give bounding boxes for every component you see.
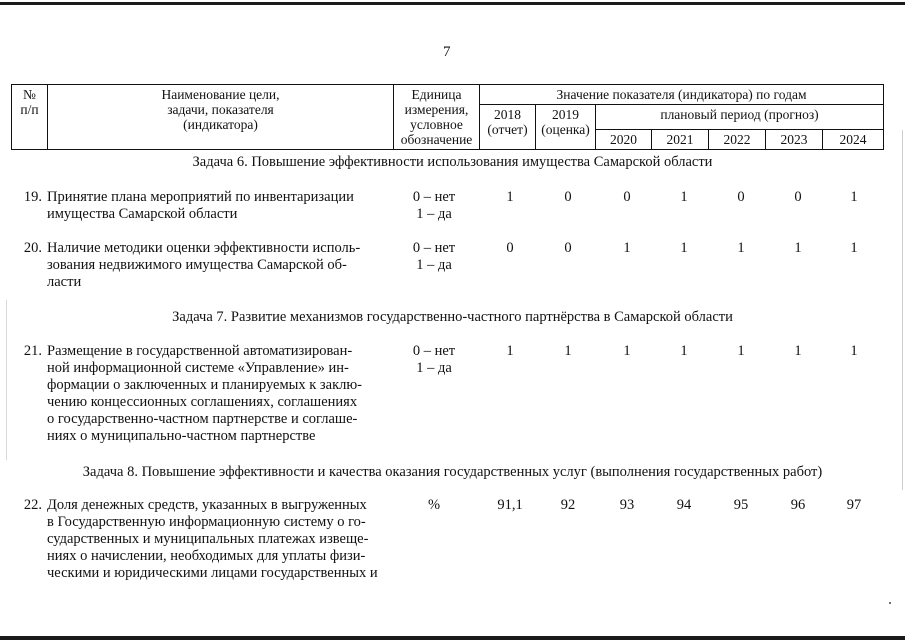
value-2022: 1	[737, 343, 745, 359]
value-2021: 1	[680, 240, 688, 256]
indicator-name: Наличие методики оценки эффективности исполь- зования недвижимого имущества Самарской об- ласти	[47, 240, 361, 290]
task-heading: Задача 8. Повышение эффективности и качества оказания государственных услуг (выполнения государственных работ)	[82, 464, 823, 480]
indicator-unit: 0 – нет 1 – да	[412, 343, 456, 376]
value-2019: 1	[564, 343, 572, 359]
value-2023: 1	[794, 343, 802, 359]
page-number: 7	[443, 44, 451, 60]
header-plan-year: 2021	[652, 130, 709, 150]
task-heading: Задача 7. Развитие механизмов государственно-частного партнёрства в Самарской области	[172, 309, 733, 325]
scan-speck	[889, 602, 891, 604]
indicator-name: Принятие плана мероприятий по инвентаризации имущества Самарской области	[47, 189, 354, 222]
header-year-2018: 2018 (отчет)	[480, 105, 536, 150]
header-plan-year: 2024	[823, 130, 884, 150]
indicator-table-header	[11, 84, 884, 150]
header-unit-column: Единица измерения, условное обозначение	[394, 85, 480, 150]
value-2024: 1	[850, 240, 858, 256]
bottom-border-line	[0, 636, 905, 640]
indicator-unit: 0 – нет 1 – да	[412, 240, 456, 273]
value-2020: 1	[623, 343, 631, 359]
row-number: 22.	[23, 497, 42, 513]
value-2020: 1	[623, 240, 631, 256]
header-number-column: № п/п	[12, 85, 48, 150]
row-number: 19.	[23, 189, 42, 205]
header-plan-year: 2020	[596, 130, 652, 150]
value-2022: 1	[737, 240, 745, 256]
value-2023: 1	[794, 240, 802, 256]
row-number: 21.	[23, 343, 42, 359]
top-border-line	[0, 2, 905, 5]
value-2021: 94	[676, 497, 692, 513]
header-values-group: Значение показателя (индикатора) по годам	[480, 85, 884, 105]
task-heading: Задача 6. Повышение эффективности использования имущества Самарской области	[192, 154, 713, 170]
row-number: 20.	[23, 240, 42, 256]
header-plan-year: 2022	[709, 130, 766, 150]
value-2024: 97	[846, 497, 862, 513]
value-2019: 92	[560, 497, 576, 513]
value-2021: 1	[680, 343, 688, 359]
value-2019: 0	[564, 189, 572, 205]
value-2024: 1	[850, 189, 858, 205]
indicator-name: Доля денежных средств, указанных в выгруженных в Государственную информационную систему о го- сударственных и муниципальных платежах извеще- ниях о начислении, необходимых для уплаты физи- ческими и юридическими лицами государственных и	[47, 497, 378, 581]
value-2020: 0	[623, 189, 631, 205]
header-name-column: Наименование цели, задачи, показателя (индикатора)	[48, 85, 394, 150]
value-2022: 95	[733, 497, 749, 513]
value-2018: 91,1	[497, 497, 523, 513]
value-2020: 93	[619, 497, 635, 513]
value-2023: 96	[790, 497, 806, 513]
value-2019: 0	[564, 240, 572, 256]
header-plan-period: плановый период (прогноз)	[596, 105, 884, 130]
value-2023: 0	[794, 189, 802, 205]
value-2024: 1	[850, 343, 858, 359]
header-year-2019: 2019 (оценка)	[536, 105, 596, 150]
indicator-name: Размещение в государственной автоматизирован- ной информационной системе «Управление» ин- формации о заключенных и планируемых к заклю- чению концессионных соглашениях, соглашениях о государственно-частном партнерстве и соглаше- ниях о муниципально-частном партнерстве	[47, 343, 363, 444]
value-2022: 0	[737, 189, 745, 205]
value-2018: 1	[506, 189, 514, 205]
value-2018: 0	[506, 240, 514, 256]
indicator-unit: 0 – нет 1 – да	[412, 189, 456, 222]
value-2018: 1	[506, 343, 514, 359]
indicator-unit: %	[427, 497, 441, 513]
header-plan-year: 2023	[766, 130, 823, 150]
value-2021: 1	[680, 189, 688, 205]
